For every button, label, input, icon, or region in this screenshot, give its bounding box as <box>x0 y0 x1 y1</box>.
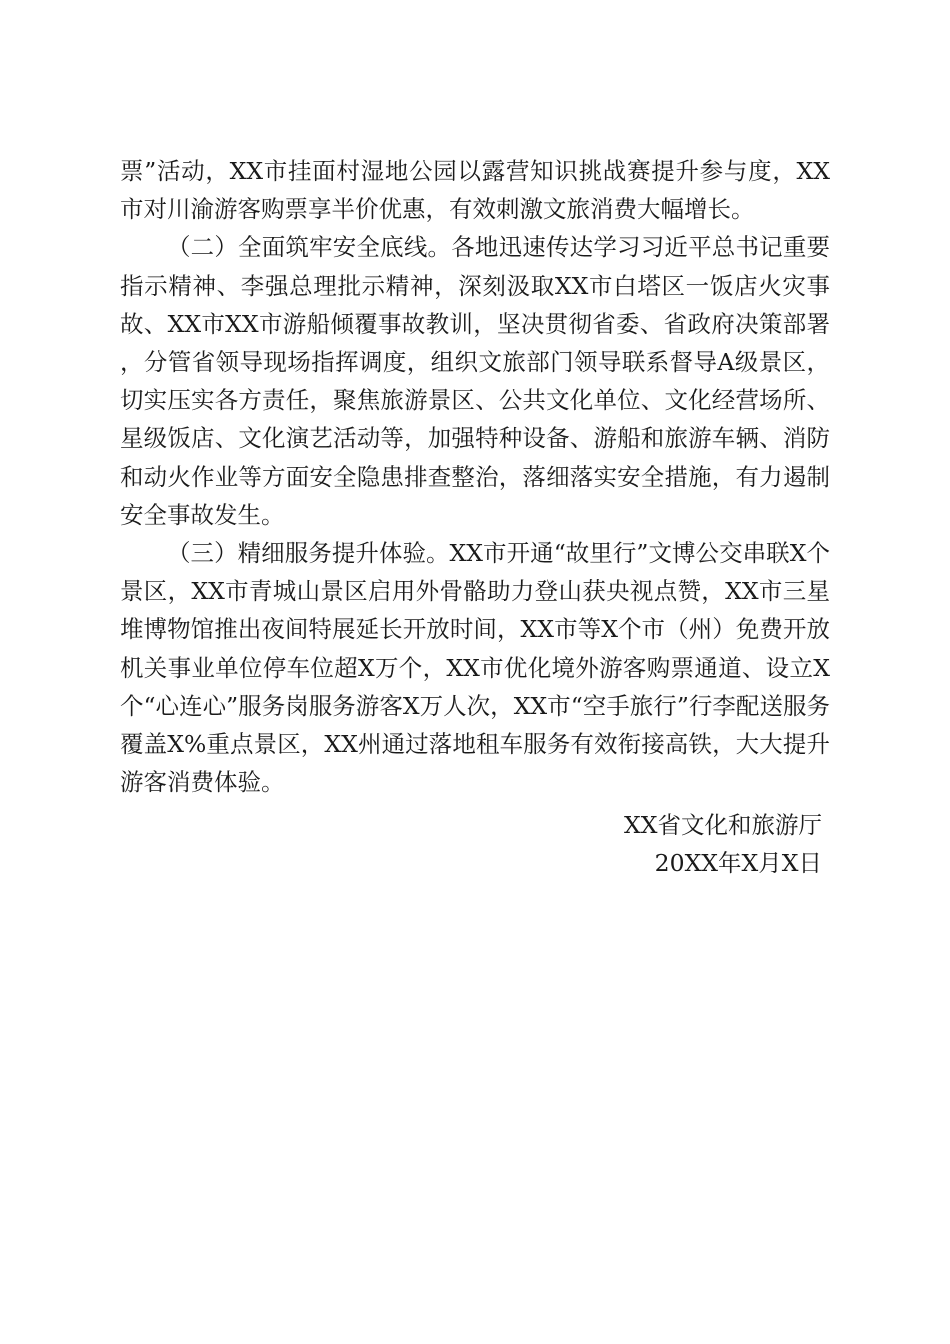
document-body <box>120 152 830 801</box>
signature-block <box>624 806 822 882</box>
signature-date: 20XX年X月X日 <box>654 849 822 878</box>
paragraph-continuation: 票”活动，XX市挂面村湿地公园以露营知识挑战赛提升参与度，XX市对川渝游客购票享半价优惠，有效刺激文旅消费大幅增长。 <box>120 157 830 224</box>
paragraph-safety: （二）全面筑牢安全底线。各地迅速传达学习习近平总书记重要指示精神、李强总理批示精神，深刻汲取XX市白塔区一饭店火灾事故、XX市XX市游船倾覆事故教训，坚决贯彻省委、省政府决策部署，分管省领导现场指挥调度，组织文旅部门领导联系督导A级景区，切实压实各方责任，聚焦旅游景区、公共文化单位、文化经营场所、星级饭店、文化演艺活动等，加强特种设备、游船和旅游车辆、消防和动火作业等方面安全隐患排查整治，落细落实安全措施，有力遏制安全事故发生。 <box>120 233 830 529</box>
paragraph-service: （三）精细服务提升体验。XX市开通“故里行”文博公交串联X个景区，XX市青城山景区启用外骨骼助力登山获央视点赞，XX市三星堆博物馆推出夜间特展延长开放时间，XX市等X个市（州）免费开放机关事业单位停车位超X万个，XX市优化境外游客购票通道、设立X个“心连心”服务岗服务游客X万人次，XX市“空手旅行”行李配送服务覆盖X%重点景区，XX州通过落地租车服务有效衔接高铁，大大提升游客消费体验。 <box>120 539 830 797</box>
signature-organization: XX省文化和旅游厅 <box>624 811 822 839</box>
